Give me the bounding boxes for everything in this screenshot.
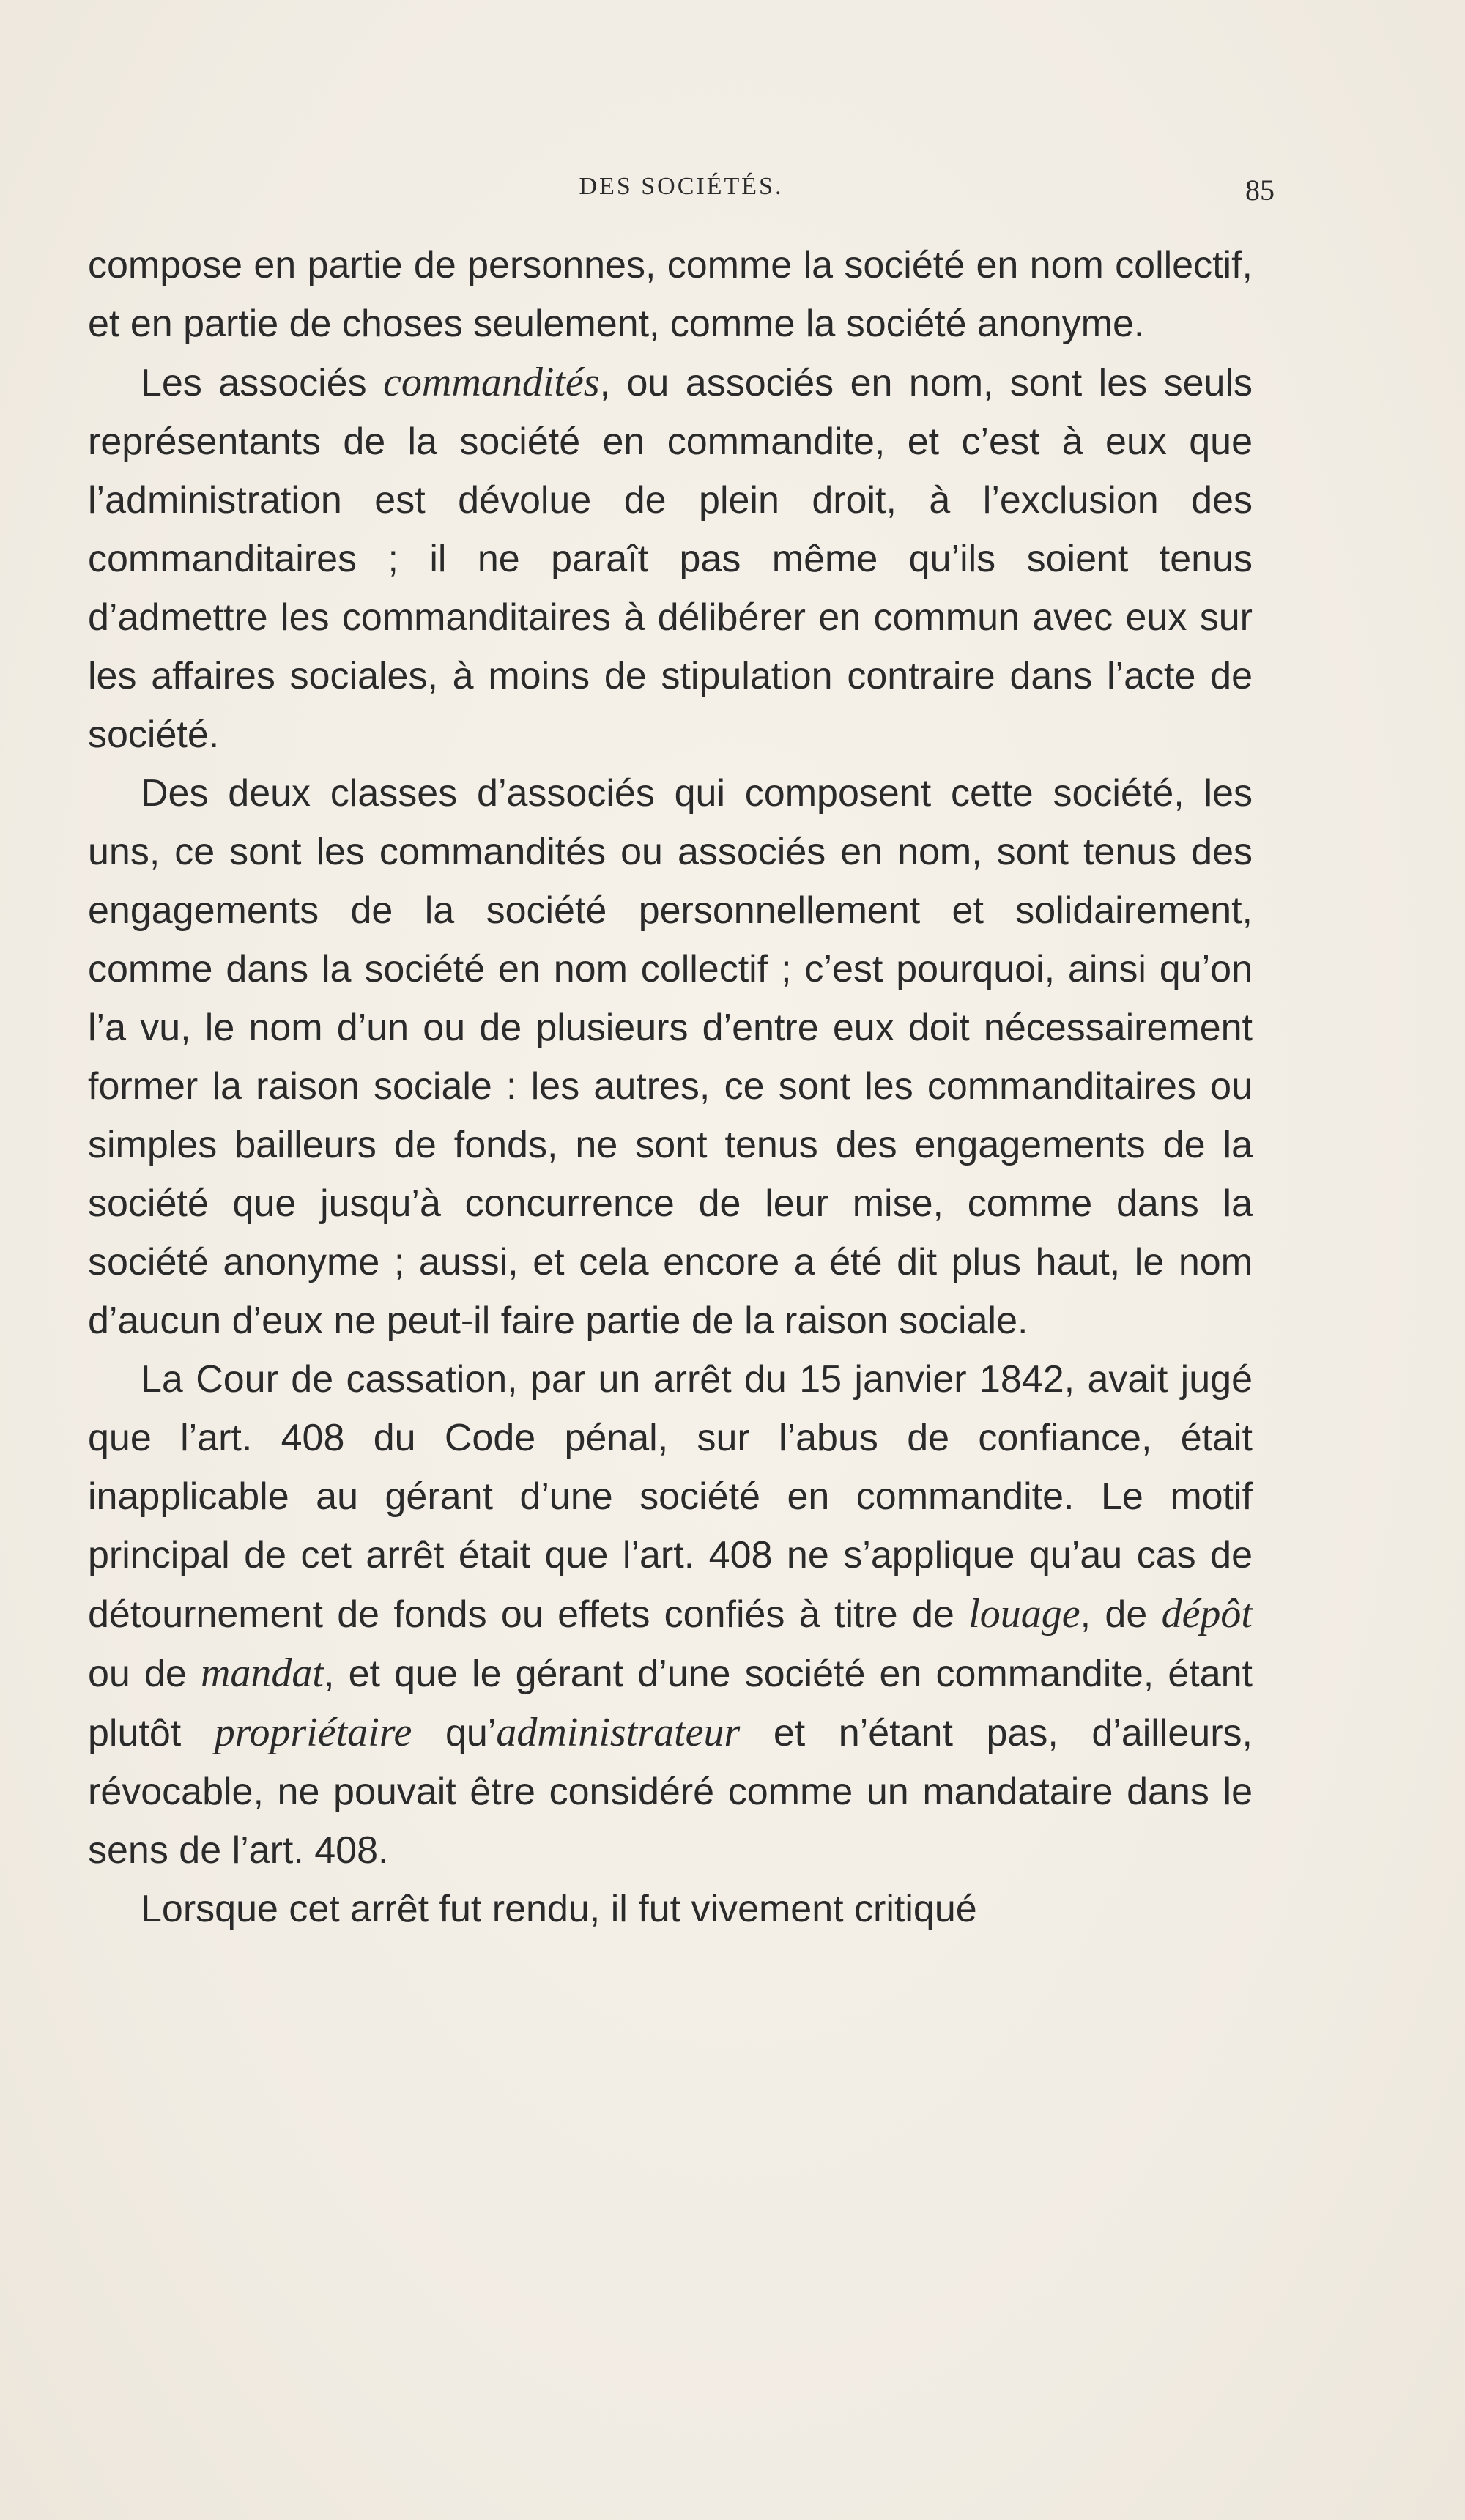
italic-term: propriétaire — [214, 1710, 412, 1755]
text-run: qu’ — [412, 1712, 497, 1754]
italic-term: dépôt — [1161, 1591, 1253, 1637]
text-run: , ou associés en nom, sont les seuls représentants de la société en commandite, et c’est à eux que l’administration est dévolue de plein droit, à l’exclusion des commanditaires ; il ne paraît pas même qu’ils soient tenus d’admettre les commanditaires à délibérer en commun avec eux sur les affaires sociales, à moins de stipulation contraire dans l’acte de société. — [88, 362, 1253, 756]
text-run: Des deux classes d’associés qui composent cette société, les uns, ce sont les commandités ou associés en nom, sont tenus des engagements de la société personnellement et solidairement, comme dans la société en nom collectif ; c’est pourquoi, ainsi qu’on l’a vu, le nom d’un ou de plusieurs d’entre eux doit nécessairement former la raison sociale : les autres, ce sont les commanditaires ou simples bailleurs de fonds, ne sont tenus des engagements de la société que jusqu’à concurrence de leur mise, comme dans la société anonyme ; aussi, et cela encore a été dit plus haut, le nom d’aucun d’eux ne peut-il faire partie de la raison sociale. — [88, 772, 1253, 1342]
paragraph — [88, 236, 1253, 353]
italic-term: administrateur — [496, 1710, 741, 1755]
italic-term: mandat — [200, 1650, 324, 1696]
paragraph — [88, 1350, 1253, 1880]
text-run: , de — [1080, 1593, 1162, 1636]
running-head: DES SOCIÉTÉS. — [579, 173, 784, 200]
text-run: compose en partie de personnes, comme la société en nom collectif, et en partie de choses seulement, comme la société anonyme. — [88, 244, 1253, 345]
paragraph — [88, 1880, 1253, 1938]
paragraph — [88, 353, 1253, 764]
paragraph — [88, 764, 1253, 1350]
page-number: 85 — [1245, 174, 1275, 207]
italic-term: louage — [968, 1591, 1080, 1637]
text-run: La Cour de cassation, par un arrêt du 15 janvier 1842, avait jugé que l’art. 408 du Code pénal, sur l’abus de confiance, était inapplicable au gérant d’une société en commandite. Le motif principal de cet arrêt était que l’art. 408 ne s’applique qu’au cas de détournement de fonds ou effets confiés à titre de — [88, 1358, 1253, 1636]
text-run: Lorsque cet arrêt fut rendu, il fut vivement critiqué — [141, 1888, 977, 1930]
text-run: ou de — [88, 1653, 201, 1695]
body-text — [88, 236, 1253, 1938]
text-run: , et que le gérant d’une société en commandite, étant plutôt — [88, 1653, 1253, 1754]
italic-term: commandités — [383, 360, 600, 405]
page-header — [88, 173, 1275, 217]
text-run: et n’étant pas, d’ailleurs, révocable, ne pouvait être considéré comme un mandataire dans le sens de l’art. 408. — [88, 1712, 1253, 1872]
text-run: Les associés — [141, 362, 384, 404]
